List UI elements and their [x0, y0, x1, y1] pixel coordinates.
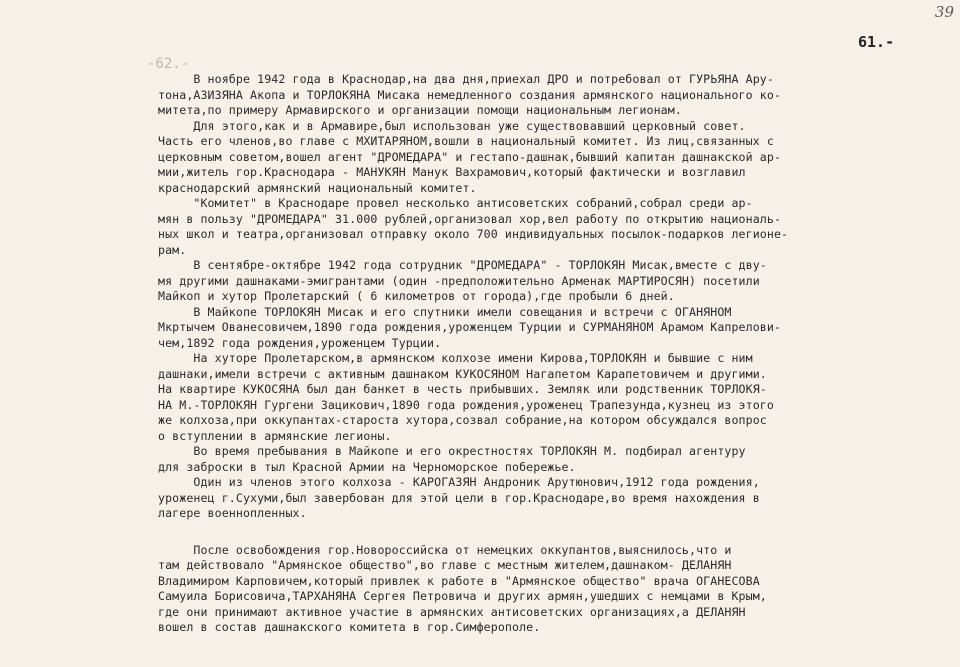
text-line: тона,АЗИЗЯНА Акопа и ТОРЛОКЯНА Мисака немедленного создания армянского национального ко-: [158, 87, 782, 102]
text-line: Мкртычем Ованесовичем,1890 года рождения,уроженцем Турции и СУРМАНЯНОМ Арамом Капрелови-: [158, 320, 782, 334]
text-line: Владимиром Карповичем,который привлек к работе в "Армянское общество" врача ОГАНЕСОВА: [158, 573, 760, 588]
text-line: же колхоза,при оккупантах-староста хутора,созвал собрание,на котором обсуждался вопрос: [158, 413, 767, 427]
text-line: митета,по примеру Армавирского и организации помощи национальным легионам.: [158, 103, 682, 117]
text-line: На хуторе Пролетарском,в армянском колхозе имени Кирова,ТОРЛОКЯН и бывшие с ним: [158, 351, 753, 365]
text-line: В сентябре-октябре 1942 года сотрудник "ДРОМЕДАРА" - ТОРЛОКЯН Мисак,вместе с дву-: [158, 258, 767, 272]
bleed-through-page-number: -62.-: [147, 56, 190, 72]
text-line: вошел в состав дашнакского комитета в гор.Симферополе.: [158, 620, 541, 634]
text-line: уроженец г.Сухуми,был завербован для этой цели в гор.Краснодаре,во время нахождения в: [158, 490, 760, 505]
text-line: На квартире КУКОСЯНА был дан банкет в честь прибывших. Земляк или родственник ТОРЛОКЯ-: [158, 382, 767, 396]
text-line: где они принимают активное участие в армянских антисоветских организациях,а ДЕЛАНЯН: [158, 604, 746, 619]
text-line: В Майкопе ТОРЛОКЯН Мисак и его спутники имели совещания и встречи с ОГАНЯНОМ: [158, 304, 732, 319]
text-line: чем,1892 года рождения,уроженцем Турции.: [158, 335, 442, 350]
text-line: Часть его членов,во главе с МХИТАРЯНОМ,вошли в национальный комитет. Из лиц,связанных с: [158, 134, 774, 148]
text-line: Майкоп и хутор Пролетарский ( 6 километров от города),где пробыли 6 дней.: [158, 289, 675, 303]
text-line: НА М.-ТОРЛОКЯН Гургени Зацикович,1890 года рождения,уроженец Трапезунда,кузнец из этого: [158, 397, 774, 412]
text-line: мя другими дашнаками-эмигрантами (один -предположительно Арменак МАРТИРОСЯН) посетили: [158, 273, 760, 288]
paragraphs-block-1: [158, 72, 892, 522]
text-line: ных школ и театра,организовал отправку около 700 индивидуальных посылок-подарков легионе-: [158, 227, 789, 241]
text-line: церковным советом,вошел агент "ДРОМЕДАРА" и гестапо-дашнак,бывший капитан дашнакской ар-: [158, 149, 782, 164]
text-line: После освобождения гор.Новороссийска от немецких оккупантов,выяснилось,что и: [158, 542, 732, 557]
text-line: лагере военнопленных.: [158, 506, 307, 520]
text-line: для заброски в тыл Красной Армии на Черноморское побережье.: [158, 459, 576, 474]
text-line: Один из членов этого колхоза - КАРОГАЗЯН Андроник Арутюнович,1912 года рождения,: [158, 475, 760, 489]
text-line: рам.: [158, 242, 187, 257]
text-line: там действовало "Армянское общество",во главе с местным жителем,дашнаком- ДЕЛАНЯН: [158, 558, 732, 572]
text-line: "Комитет" в Краснодаре провел несколько антисоветских собраний,собрал среди ар-: [158, 196, 753, 210]
paragraphs-block-2: [158, 543, 892, 636]
text-line: о вступлении в армянские легионы.: [158, 428, 392, 443]
text-line: мии,житель гор.Краснодара - МАНУКЯН Манук Вахрамович,который фактически и возглавил: [158, 165, 746, 179]
text-line: Для этого,как и в Армавире,был использован уже существовавший церковный совет.: [158, 118, 746, 133]
page-number: 61.-: [858, 33, 895, 51]
text-line: В ноябре 1942 года в Краснодар,на два дня,приехал ДРО и потребовал от ГУРЬЯНА Ару-: [158, 72, 774, 86]
text-line: дашнаки,имели встречи с активным дашнаком КУКОСЯНОМ Нагапетом Карапетовичем и другими.: [158, 366, 767, 381]
text-line: Во время пребывания в Майкопе и его окрестностях ТОРЛОКЯН М. подбирал агентуру: [158, 444, 746, 458]
paragraph-gap: [158, 522, 892, 543]
text-line: Самуила Борисовича,ТАРХАНЯНА Сергея Петровича и других армян,ушедших с немцами в Крым,: [158, 589, 767, 603]
text-line: краснодарский армянский национальный комитет.: [158, 180, 477, 195]
archive-sheet-number: 39: [934, 3, 954, 21]
text-line: мян в пользу "ДРОМЕДАРА" 31.000 рублей,организовал хор,вел работу по открытию националь-: [158, 211, 782, 226]
document-body: [158, 72, 892, 636]
